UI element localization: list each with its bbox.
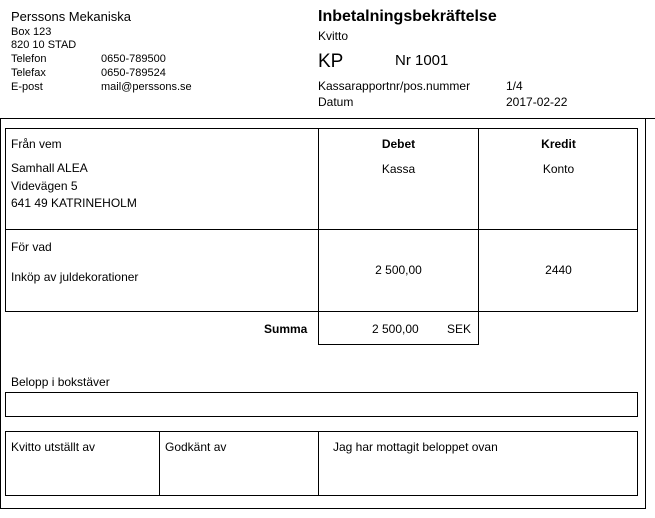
amount-in-words-label: Belopp i bokstäver	[11, 375, 110, 389]
table-divider-credit	[478, 128, 479, 312]
from-city: 641 49 KATRINEHOLM	[11, 196, 137, 210]
for-description: Inköp av juldekorationer	[11, 270, 139, 284]
phone-value: 0650-789500	[101, 53, 166, 65]
outer-border-right	[645, 118, 646, 508]
credit-account: Konto	[542, 162, 575, 176]
amount-in-words-field[interactable]	[5, 392, 638, 417]
header-separator	[0, 118, 655, 119]
credit-amount: 2440	[545, 263, 572, 277]
phone-label: Telefon	[11, 53, 47, 65]
email-label: E-post	[11, 81, 43, 93]
table-row-divider	[5, 229, 638, 230]
document-title: Inbetalningsbekräftelse	[318, 8, 497, 25]
from-name: Samhall ALEA	[11, 161, 88, 175]
from-street: Videvägen 5	[11, 179, 78, 193]
debit-account: Kassa	[381, 162, 416, 176]
issued-by-label: Kvitto utställt av	[11, 440, 96, 454]
sum-label: Summa	[264, 322, 308, 336]
sum-value: 2 500,00	[372, 322, 419, 336]
transaction-table	[5, 128, 638, 312]
date-value: 2017-02-22	[506, 95, 568, 109]
fax-label: Telefax	[11, 67, 46, 79]
document-code: KP	[318, 51, 344, 72]
table-divider-debit	[318, 128, 319, 312]
signature-divider-1	[159, 431, 160, 496]
outer-border-bottom	[0, 508, 646, 509]
fax-value: 0650-789524	[101, 67, 166, 79]
company-address-line1: Box 123	[11, 26, 52, 38]
sum-currency: SEK	[447, 322, 472, 336]
approved-by-label: Godkänt av	[165, 440, 227, 454]
company-name: Perssons Mekaniska	[11, 9, 131, 24]
report-number-label: Kassarapportnr/pos.nummer	[318, 79, 471, 93]
document-number: Nr 1001	[395, 52, 449, 69]
debit-amount: 2 500,00	[375, 263, 422, 277]
company-address-line2: 820 10 STAD	[11, 39, 77, 51]
outer-border-left	[0, 118, 1, 508]
received-label: Jag har mottagit beloppet ovan	[333, 440, 498, 454]
document-subtitle: Kvitto	[318, 29, 349, 43]
credit-header: Kredit	[541, 137, 576, 151]
for-label: För vad	[11, 240, 52, 254]
from-label: Från vem	[11, 137, 62, 151]
date-label: Datum	[318, 95, 354, 109]
report-number-value: 1/4	[506, 79, 523, 93]
debit-header: Debet	[381, 137, 416, 151]
signature-table	[5, 431, 638, 496]
email-value: mail@perssons.se	[101, 81, 192, 93]
signature-divider-2	[318, 431, 319, 496]
